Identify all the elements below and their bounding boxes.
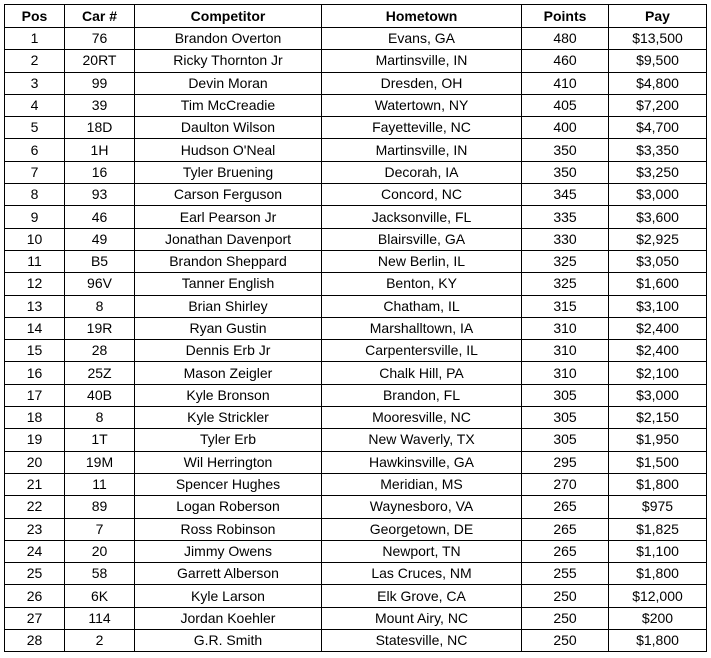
cell-pos: 2: [5, 50, 65, 72]
cell-competitor: Jordan Koehler: [135, 607, 322, 629]
table-row: [5, 407, 707, 429]
cell-hometown: Carpentersville, IL: [322, 340, 522, 362]
table-row: [5, 540, 707, 562]
cell-car-number: 93: [65, 184, 135, 206]
cell-car-number: 99: [65, 72, 135, 94]
cell-pos: 24: [5, 540, 65, 562]
cell-competitor: Ryan Gustin: [135, 317, 322, 339]
table-row: [5, 228, 707, 250]
cell-hometown: Benton, KY: [322, 273, 522, 295]
cell-hometown: Hawkinsville, GA: [322, 451, 522, 473]
cell-pay: $3,350: [609, 139, 707, 161]
table-row: [5, 117, 707, 139]
cell-pos: 26: [5, 585, 65, 607]
cell-hometown: Blairsville, GA: [322, 228, 522, 250]
cell-competitor: Hudson O'Neal: [135, 139, 322, 161]
cell-hometown: Brandon, FL: [322, 384, 522, 406]
table-row: [5, 451, 707, 473]
cell-pay: $3,000: [609, 384, 707, 406]
table-row: [5, 518, 707, 540]
cell-car-number: 8: [65, 407, 135, 429]
cell-pay: $3,050: [609, 250, 707, 272]
cell-pay: $3,250: [609, 161, 707, 183]
cell-hometown: Elk Grove, CA: [322, 585, 522, 607]
cell-competitor: Carson Ferguson: [135, 184, 322, 206]
cell-points: 460: [522, 50, 609, 72]
cell-points: 330: [522, 228, 609, 250]
cell-pos: 13: [5, 295, 65, 317]
table-row: [5, 384, 707, 406]
cell-pos: 3: [5, 72, 65, 94]
cell-hometown: Waynesboro, VA: [322, 496, 522, 518]
cell-pay: $1,800: [609, 563, 707, 585]
cell-car-number: 49: [65, 228, 135, 250]
header-car-number: Car #: [65, 5, 135, 28]
cell-pos: 7: [5, 161, 65, 183]
cell-pay: $1,800: [609, 630, 707, 652]
cell-competitor: G.R. Smith: [135, 630, 322, 652]
cell-points: 345: [522, 184, 609, 206]
table-row: [5, 94, 707, 116]
cell-pos: 21: [5, 473, 65, 495]
cell-pos: 18: [5, 407, 65, 429]
cell-pay: $1,800: [609, 473, 707, 495]
cell-competitor: Earl Pearson Jr: [135, 206, 322, 228]
cell-pos: 4: [5, 94, 65, 116]
cell-pay: $1,500: [609, 451, 707, 473]
cell-car-number: 6K: [65, 585, 135, 607]
cell-competitor: Wil Herrington: [135, 451, 322, 473]
cell-competitor: Jonathan Davenport: [135, 228, 322, 250]
cell-pos: 6: [5, 139, 65, 161]
cell-competitor: Daulton Wilson: [135, 117, 322, 139]
cell-car-number: 76: [65, 28, 135, 50]
cell-competitor: Devin Moran: [135, 72, 322, 94]
cell-car-number: 25Z: [65, 362, 135, 384]
cell-hometown: Watertown, NY: [322, 94, 522, 116]
table-row: [5, 473, 707, 495]
cell-competitor: Tim McCreadie: [135, 94, 322, 116]
table-row: [5, 630, 707, 652]
cell-hometown: Statesville, NC: [322, 630, 522, 652]
cell-car-number: 19M: [65, 451, 135, 473]
table-row: [5, 317, 707, 339]
cell-points: 405: [522, 94, 609, 116]
cell-pos: 22: [5, 496, 65, 518]
cell-pay: $200: [609, 607, 707, 629]
cell-hometown: Chalk Hill, PA: [322, 362, 522, 384]
cell-points: 250: [522, 585, 609, 607]
table-row: [5, 50, 707, 72]
cell-car-number: 11: [65, 473, 135, 495]
cell-points: 295: [522, 451, 609, 473]
cell-competitor: Dennis Erb Jr: [135, 340, 322, 362]
results-table: [4, 4, 707, 652]
cell-pos: 10: [5, 228, 65, 250]
table-row: [5, 72, 707, 94]
table-row: [5, 161, 707, 183]
cell-car-number: 46: [65, 206, 135, 228]
table-row: [5, 496, 707, 518]
cell-competitor: Spencer Hughes: [135, 473, 322, 495]
header-pay: Pay: [609, 5, 707, 28]
cell-car-number: B5: [65, 250, 135, 272]
cell-pay: $1,600: [609, 273, 707, 295]
table-row: [5, 250, 707, 272]
cell-car-number: 8: [65, 295, 135, 317]
cell-pay: $2,150: [609, 407, 707, 429]
cell-pos: 1: [5, 28, 65, 50]
table-row: [5, 607, 707, 629]
cell-car-number: 20: [65, 540, 135, 562]
cell-pos: 12: [5, 273, 65, 295]
cell-competitor: Tyler Bruening: [135, 161, 322, 183]
cell-points: 265: [522, 496, 609, 518]
header-competitor: Competitor: [135, 5, 322, 28]
cell-pay: $4,800: [609, 72, 707, 94]
header-points: Points: [522, 5, 609, 28]
cell-pay: $4,700: [609, 117, 707, 139]
cell-pos: 19: [5, 429, 65, 451]
cell-points: 305: [522, 429, 609, 451]
cell-hometown: Newport, TN: [322, 540, 522, 562]
cell-car-number: 40B: [65, 384, 135, 406]
cell-pos: 8: [5, 184, 65, 206]
cell-points: 305: [522, 384, 609, 406]
cell-car-number: 1T: [65, 429, 135, 451]
cell-hometown: Fayetteville, NC: [322, 117, 522, 139]
cell-hometown: Chatham, IL: [322, 295, 522, 317]
cell-hometown: Georgetown, DE: [322, 518, 522, 540]
cell-points: 325: [522, 250, 609, 272]
cell-points: 265: [522, 540, 609, 562]
cell-hometown: Decorah, IA: [322, 161, 522, 183]
cell-competitor: Ross Robinson: [135, 518, 322, 540]
table-row: [5, 206, 707, 228]
table-row: [5, 28, 707, 50]
cell-pay: $3,000: [609, 184, 707, 206]
cell-car-number: 19R: [65, 317, 135, 339]
table-row: [5, 273, 707, 295]
cell-hometown: Concord, NC: [322, 184, 522, 206]
cell-pos: 17: [5, 384, 65, 406]
cell-car-number: 39: [65, 94, 135, 116]
cell-points: 335: [522, 206, 609, 228]
cell-hometown: Jacksonville, FL: [322, 206, 522, 228]
cell-car-number: 1H: [65, 139, 135, 161]
cell-competitor: Brandon Sheppard: [135, 250, 322, 272]
table-row: [5, 340, 707, 362]
cell-hometown: Martinsville, IN: [322, 139, 522, 161]
header-pos: Pos: [5, 5, 65, 28]
cell-points: 325: [522, 273, 609, 295]
cell-points: 255: [522, 563, 609, 585]
cell-pos: 5: [5, 117, 65, 139]
cell-points: 350: [522, 139, 609, 161]
cell-points: 400: [522, 117, 609, 139]
cell-points: 310: [522, 340, 609, 362]
cell-points: 410: [522, 72, 609, 94]
cell-competitor: Kyle Bronson: [135, 384, 322, 406]
cell-pay: $1,100: [609, 540, 707, 562]
cell-points: 310: [522, 317, 609, 339]
cell-points: 305: [522, 407, 609, 429]
cell-points: 265: [522, 518, 609, 540]
cell-pos: 25: [5, 563, 65, 585]
cell-competitor: Mason Zeigler: [135, 362, 322, 384]
cell-points: 480: [522, 28, 609, 50]
cell-pay: $2,100: [609, 362, 707, 384]
cell-hometown: Evans, GA: [322, 28, 522, 50]
cell-pos: 14: [5, 317, 65, 339]
cell-competitor: Tyler Erb: [135, 429, 322, 451]
cell-car-number: 20RT: [65, 50, 135, 72]
cell-pos: 27: [5, 607, 65, 629]
cell-hometown: Mount Airy, NC: [322, 607, 522, 629]
cell-pos: 23: [5, 518, 65, 540]
table-row: [5, 429, 707, 451]
cell-points: 350: [522, 161, 609, 183]
cell-pos: 11: [5, 250, 65, 272]
cell-points: 310: [522, 362, 609, 384]
cell-car-number: 28: [65, 340, 135, 362]
cell-pay: $2,400: [609, 317, 707, 339]
header-row: [5, 5, 707, 28]
cell-hometown: Martinsville, IN: [322, 50, 522, 72]
cell-pay: $1,950: [609, 429, 707, 451]
table-row: [5, 295, 707, 317]
cell-points: 250: [522, 607, 609, 629]
cell-pos: 16: [5, 362, 65, 384]
cell-car-number: 18D: [65, 117, 135, 139]
cell-points: 315: [522, 295, 609, 317]
cell-pay: $13,500: [609, 28, 707, 50]
cell-pay: $7,200: [609, 94, 707, 116]
cell-hometown: Marshalltown, IA: [322, 317, 522, 339]
cell-competitor: Jimmy Owens: [135, 540, 322, 562]
cell-hometown: New Berlin, IL: [322, 250, 522, 272]
cell-hometown: Mooresville, NC: [322, 407, 522, 429]
cell-pay: $3,100: [609, 295, 707, 317]
cell-competitor: Brandon Overton: [135, 28, 322, 50]
cell-car-number: 2: [65, 630, 135, 652]
results-body: [5, 28, 707, 652]
cell-hometown: Meridian, MS: [322, 473, 522, 495]
cell-pos: 28: [5, 630, 65, 652]
table-row: [5, 184, 707, 206]
cell-pay: $9,500: [609, 50, 707, 72]
cell-car-number: 89: [65, 496, 135, 518]
cell-pay: $2,925: [609, 228, 707, 250]
cell-competitor: Ricky Thornton Jr: [135, 50, 322, 72]
cell-pos: 15: [5, 340, 65, 362]
cell-pos: 9: [5, 206, 65, 228]
table-row: [5, 585, 707, 607]
cell-competitor: Brian Shirley: [135, 295, 322, 317]
cell-car-number: 7: [65, 518, 135, 540]
cell-points: 270: [522, 473, 609, 495]
cell-pay: $12,000: [609, 585, 707, 607]
cell-competitor: Kyle Strickler: [135, 407, 322, 429]
cell-car-number: 58: [65, 563, 135, 585]
cell-competitor: Logan Roberson: [135, 496, 322, 518]
table-row: [5, 563, 707, 585]
cell-hometown: Las Cruces, NM: [322, 563, 522, 585]
cell-pay: $2,400: [609, 340, 707, 362]
cell-car-number: 96V: [65, 273, 135, 295]
cell-pay: $975: [609, 496, 707, 518]
cell-pay: $3,600: [609, 206, 707, 228]
cell-competitor: Tanner English: [135, 273, 322, 295]
cell-hometown: Dresden, OH: [322, 72, 522, 94]
cell-pay: $1,825: [609, 518, 707, 540]
cell-pos: 20: [5, 451, 65, 473]
cell-competitor: Garrett Alberson: [135, 563, 322, 585]
table-row: [5, 139, 707, 161]
header-hometown: Hometown: [322, 5, 522, 28]
cell-competitor: Kyle Larson: [135, 585, 322, 607]
cell-hometown: New Waverly, TX: [322, 429, 522, 451]
cell-car-number: 16: [65, 161, 135, 183]
cell-points: 250: [522, 630, 609, 652]
cell-car-number: 114: [65, 607, 135, 629]
table-row: [5, 362, 707, 384]
